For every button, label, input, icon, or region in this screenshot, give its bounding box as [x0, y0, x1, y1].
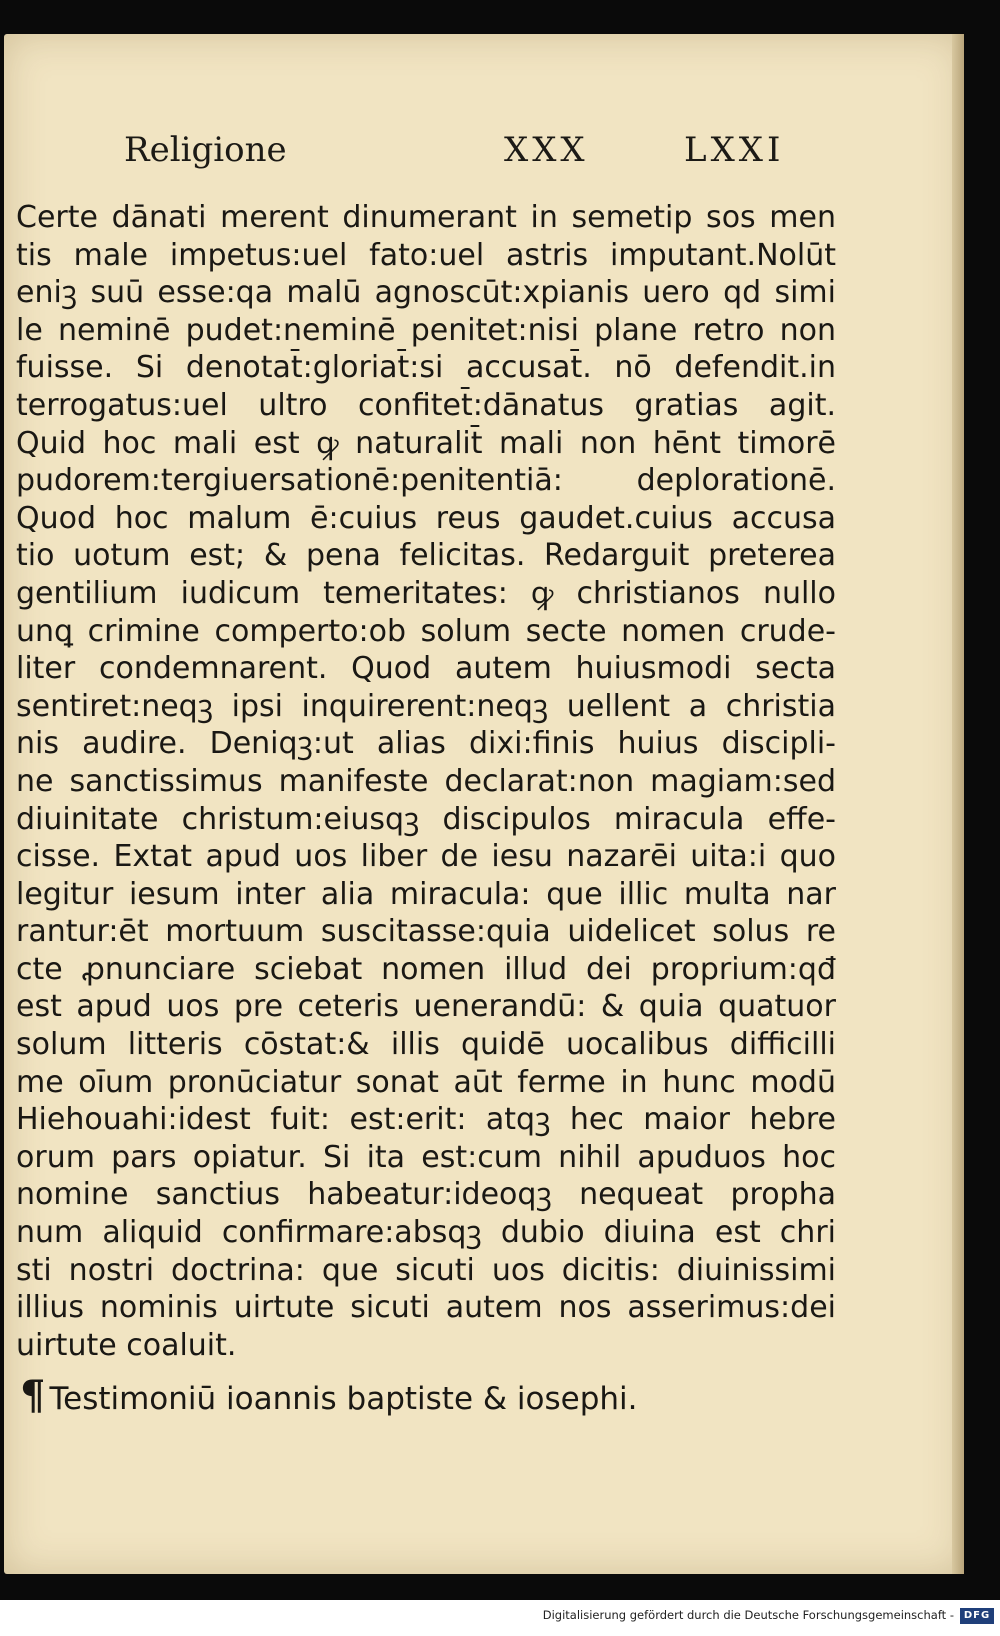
text-line: terrogatus:uel ultro confitet̄:dānatus gratias agit.: [16, 387, 836, 423]
text-line: sti nostri doctrina: que sicuti uos dicitis: diuinissimi: [16, 1252, 836, 1288]
funding-notice: Digitalisierung gefördert durch die Deutsche Forschungsgemeinschaft -: [542, 1608, 954, 1622]
text-line: num aliquid confirmare:absqꝫ dubio diuina est chri: [16, 1215, 836, 1251]
page-edge: [952, 34, 964, 1574]
digitization-footer: [0, 1600, 1000, 1636]
text-line: est apud uos pre ceteris uenerandū: & quia quatuor: [16, 989, 836, 1025]
text-line: pudorem:tergiuersationē:penitentiā: deplorationē.: [16, 463, 836, 499]
text-line: rantur:ēt mortuum suscitasse:quia uidelicet solus re: [16, 914, 836, 950]
text-line: unꝗ crimine comperto:ob solum secte nomen crude-: [16, 613, 836, 649]
text-line: gentilium iudicum temeritates: ꝙ christianos nullo: [16, 575, 836, 611]
text-line: fuisse. Si denotat̄:gloriat̄:si accusat̄. nō defendit.in: [16, 350, 836, 386]
text-line: solum litteris cōstat:& illis quidē uocalibus difficilli: [16, 1027, 836, 1063]
text-line: orum pars opiatur. Si ita est:cum nihil apuduos hoc: [16, 1139, 836, 1175]
text-line: le neminē pudet:neminē penitet:nisi plane retro non: [16, 312, 836, 348]
text-line: Hiehouahi:idest fuit: est:erit: atqꝫ hec maior hebre: [16, 1102, 836, 1138]
text-line: illius nominis uirtute sicuti autem nos asserimus:dei: [16, 1290, 836, 1326]
running-head-title: Religione: [124, 130, 287, 170]
text-line: eniꝫ suū esse:qa malū agnoscūt:xpianis uero qd simi: [16, 275, 836, 311]
book-page: [4, 34, 964, 1574]
running-head: [124, 130, 804, 180]
text-line: tio uotum est; & pena felicitas. Redarguit preterea: [16, 538, 836, 574]
text-line: Certe dānati merent dinumerant in semetip sos men: [16, 200, 836, 235]
text-line: tis male impetus:uel fato:uel astris imputant.Nolūt: [16, 237, 836, 273]
text-line: nis audire. Deniqꝫ:ut alias dixi:finis huius discipli-: [16, 726, 836, 762]
section-rubric: [20, 1372, 638, 1419]
pilcrow-mark: ¶: [20, 1372, 46, 1419]
text-line: cisse. Extat apud uos liber de iesu nazarēi uita:i quo: [16, 839, 836, 875]
text-line: Quid hoc mali est ꝙ naturalit̄ mali non hēnt timorē: [16, 425, 836, 461]
running-head-quire: XXX: [504, 130, 589, 170]
text-line: ne sanctissimus manifeste declarat:non magiam:sed: [16, 763, 836, 799]
text-line: me oīum pronūciatur sonat aūt ferme in hunc modū: [16, 1064, 836, 1100]
text-line: liter condemnarent. Quod autem huiusmodi secta: [16, 651, 836, 687]
text-line: uirtute coaluit.: [16, 1327, 237, 1363]
folio-number: LXXI: [684, 130, 785, 170]
text-line: Quod hoc malum ē:cuius reus gaudet.cuius accusa: [16, 500, 836, 536]
text-line: cte ꝓnunciare sciebat nomen illud dei proprium:qđ: [16, 951, 836, 987]
text-line: nomine sanctius habeatur:ideoqꝫ nequeat propha: [16, 1177, 836, 1213]
dfg-logo: DFG: [960, 1608, 994, 1624]
body-text: [16, 199, 836, 1364]
text-line: sentiret:neqꝫ ipsi inquirerent:neqꝫ uellent a christia: [16, 688, 836, 724]
text-line: legitur iesum inter alia miracula: que illic multa nar: [16, 876, 836, 912]
rubric-text: Testimoniū ioannis baptiste & iosephi.: [49, 1381, 638, 1417]
text-line: diuinitate christum:eiusqꝫ discipulos miracula effe-: [16, 801, 836, 837]
